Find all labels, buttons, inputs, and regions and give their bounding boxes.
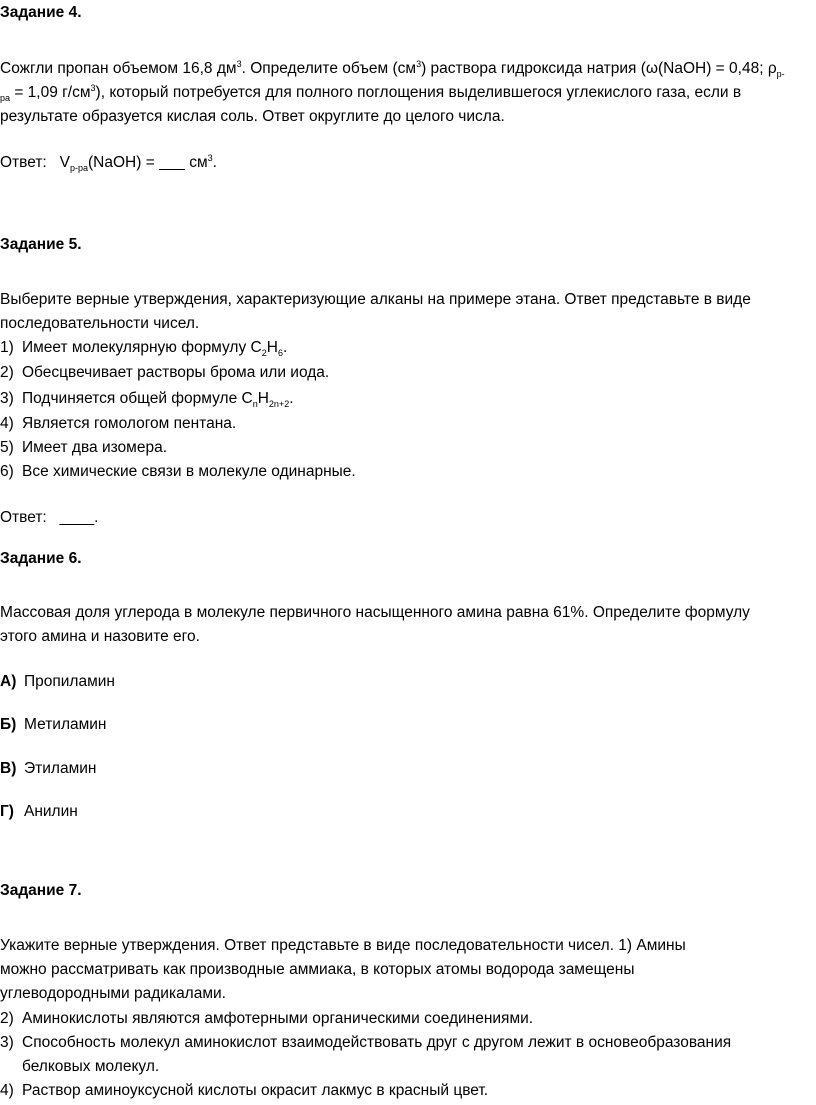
task5-title: Задание 5. — [0, 236, 82, 253]
task7-intro-line1: Укажите верные утверждения. Ответ представьте в виде последовательности чисел. 1) Амины — [0, 937, 686, 954]
task5-intro-line1: Выберите верные утверждения, характеризующие алканы на примере этана. Ответ представьте в виде — [0, 291, 751, 308]
task6-intro-line1: Массовая доля углерода в молекуле первичного насыщенного амина равна 61%. Определите формулу — [0, 604, 750, 621]
task6-title: Задание 6. — [0, 550, 82, 567]
task4-answer: Ответ: $V_{р-ра}(NaOH)$ = ___ $см^3$. — [0, 152, 217, 174]
task7-title: Задание 7. — [0, 882, 82, 899]
task4-text-line2: $_{ра}$ = 1,09 $г/см^3$), который потребуется для полного поглощения выделившегося углекислого газа, если в — [0, 82, 742, 104]
option-d: Г) Анилин — [0, 803, 78, 820]
task7-intro-line3: углеводородными радикалами. — [0, 985, 226, 1002]
list-item: 3) Подчиняется общей формуле $C_nH_{2n+2}$. — [0, 390, 294, 410]
list-item: 1) Имеет молекулярную формулу $C_2H_6$. — [0, 339, 288, 359]
list-item: 5) Имеет два изомера. — [0, 439, 167, 456]
task7-intro-line2: можно рассматривать как производные аммиака, в которых атомы водорода замещены — [0, 961, 635, 978]
task4-title: Задание 4. — [0, 4, 82, 21]
task4-text-line3: результате образуется кислая соль. Ответ округлите до целого числа. — [0, 108, 505, 125]
task5-intro-line2: последовательности чисел. — [0, 315, 200, 332]
list-item-continuation: белковых молекул. — [22, 1058, 160, 1075]
list-item: 4) Раствор аминоуксусной кислоты окрасит лакмус в красный цвет. — [0, 1082, 489, 1099]
list-item: 4) Является гомологом пентана. — [0, 415, 237, 432]
list-item: 2) Аминокислоты являются амфотерными органическими соединениями. — [0, 1010, 534, 1027]
list-item: 2) Обесцвечивает растворы брома или иода. — [0, 364, 330, 381]
task5-answer: Ответ: ____. — [0, 509, 99, 526]
option-b: Б) Метиламин — [0, 716, 107, 733]
task4-text-line1: Сожгли пропан объемом 16,8 $дм^3$. Определите объем $(см^3)$ раствора гидроксида натрия (ω(NaOH) = 0,48; $\rho_{р-}$ — [0, 58, 785, 80]
task6-intro-line2: этого амина и назовите его. — [0, 628, 200, 645]
option-c: В) Этиламин — [0, 760, 97, 777]
list-item: 3) Способность молекул аминокислот взаимодействовать друг с другом лежит в основеобразования — [0, 1034, 732, 1051]
list-item: 6) Все химические связи в молекуле одинарные. — [0, 463, 356, 480]
option-a: А) Пропиламин — [0, 673, 115, 690]
